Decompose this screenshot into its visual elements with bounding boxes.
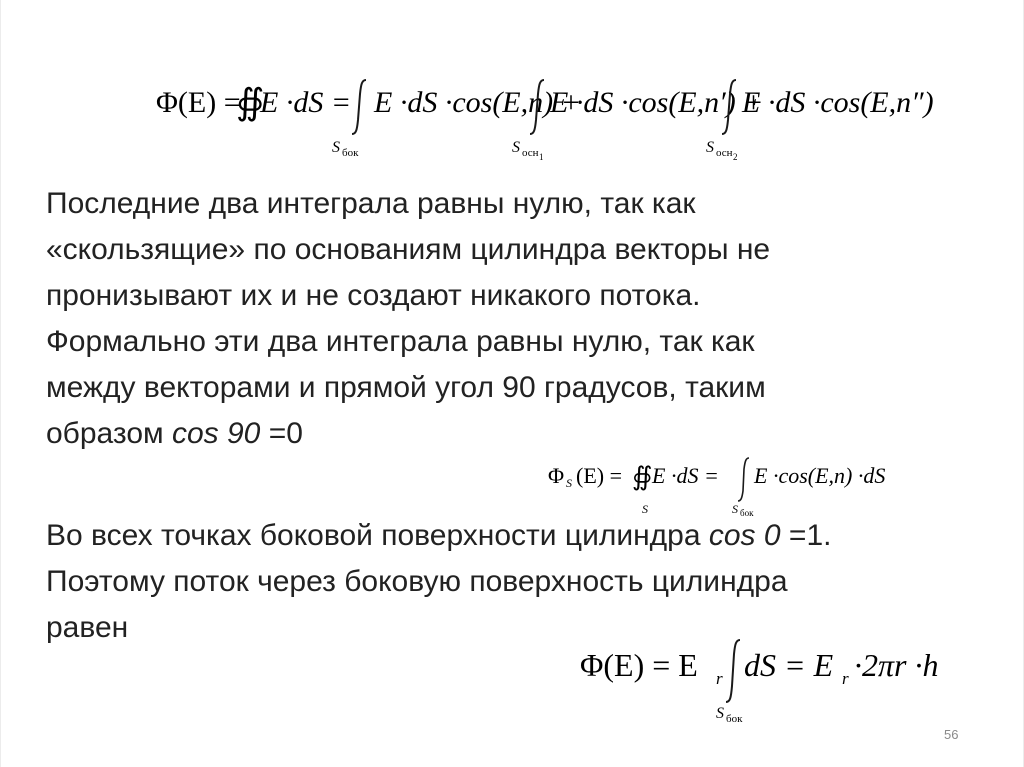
slide-number: 56 [944,727,959,742]
paragraph1-line4: Формально эти два интеграла равны нулю, так как [46,325,755,358]
paragraph2-line2: Поэтому поток через боковую поверхность цилиндра [46,565,788,598]
paragraph2-line3: равен [46,611,129,644]
surface-flux-sub1: S [642,502,648,516]
final-flux-term0: dS = E [744,647,834,683]
integral-sign-final [726,640,740,702]
cos-90-expression: cos 90 [171,417,261,450]
paragraph2-line1-text: Во всех точках боковой поверхности цилиндра [46,519,709,552]
final-flux-sub: S [716,705,724,722]
surface-flux-sub2-index: бок [740,508,754,518]
paragraph1-line3: пронизывают их и не создают никакого потока. [46,279,701,312]
paragraph2-line1-tail: =1. [780,519,832,552]
flux-term-side: E ·dS ·cos(E,n) + [374,86,581,119]
final-flux-sub-index: бок [726,713,743,725]
subscript-base1-number: 1 [539,152,544,162]
paragraph1-line1: Последние два интеграла равны нулю, так как [46,187,696,220]
closed-surface-integral-sign: ∯ [236,82,265,123]
paragraph1-line2: «скользящие» по основаниям цилиндра векторы не [46,233,771,266]
surface-flux-symbol-sub: S [566,476,572,490]
paragraph1-line5: между векторами и прямой угол 90 градусов, таким [46,371,766,404]
subscript-base2-index: осн [716,147,733,159]
formula-final-flux [580,634,980,730]
subscript-base2: S [706,139,714,156]
surface-flux-symbol: Φ [548,463,565,488]
final-flux-lhs-sub: r [716,669,723,688]
subscript-base1: S [512,139,520,156]
cos-0-expression: cos 0 [708,519,781,552]
final-flux-lhs: Φ(E) = E [580,647,698,683]
formula-flux-decomposition [156,74,934,170]
closed-surface-integral-sign-small: ∯ [632,462,653,492]
slide-left-edge [0,0,1,767]
final-flux-term1: ·2πr ·h [854,647,939,683]
integral-sign-1 [352,80,366,134]
flux-term-total: E ·dS = [260,86,352,119]
paragraph-side-surface [46,513,831,651]
final-flux-term0-sub: r [842,669,849,688]
paragraph2-line1 [46,513,831,559]
flux-term-base2: E ·dS ·cos(E,n″) [742,86,934,119]
subscript-side-index: бок [342,147,359,159]
paragraph1-line6-text: образом [46,417,172,450]
surface-flux-lhs-rest: (E) = [576,463,622,488]
subscript-side: S [332,139,340,156]
subscript-base1-index: осн [522,147,539,159]
surface-flux-term0: E ·dS = [652,463,719,488]
subscript-base2-number: 2 [733,152,738,162]
paragraph1-line6 [46,411,770,457]
paragraph-zero-integrals [46,181,770,457]
surface-flux-term1: E ·cos(E,n) ·dS [754,463,886,488]
surface-flux-sub2: S [732,502,738,516]
flux-lhs: Φ(E) = [156,86,241,119]
flux-term-base1: E ·dS ·cos(E,n′) + [550,86,764,119]
integral-sign-small [738,458,749,501]
paragraph1-line6-tail: =0 [260,417,303,450]
formula-final-flux-svg [580,634,980,730]
formula-flux-decomposition-svg [156,74,934,170]
